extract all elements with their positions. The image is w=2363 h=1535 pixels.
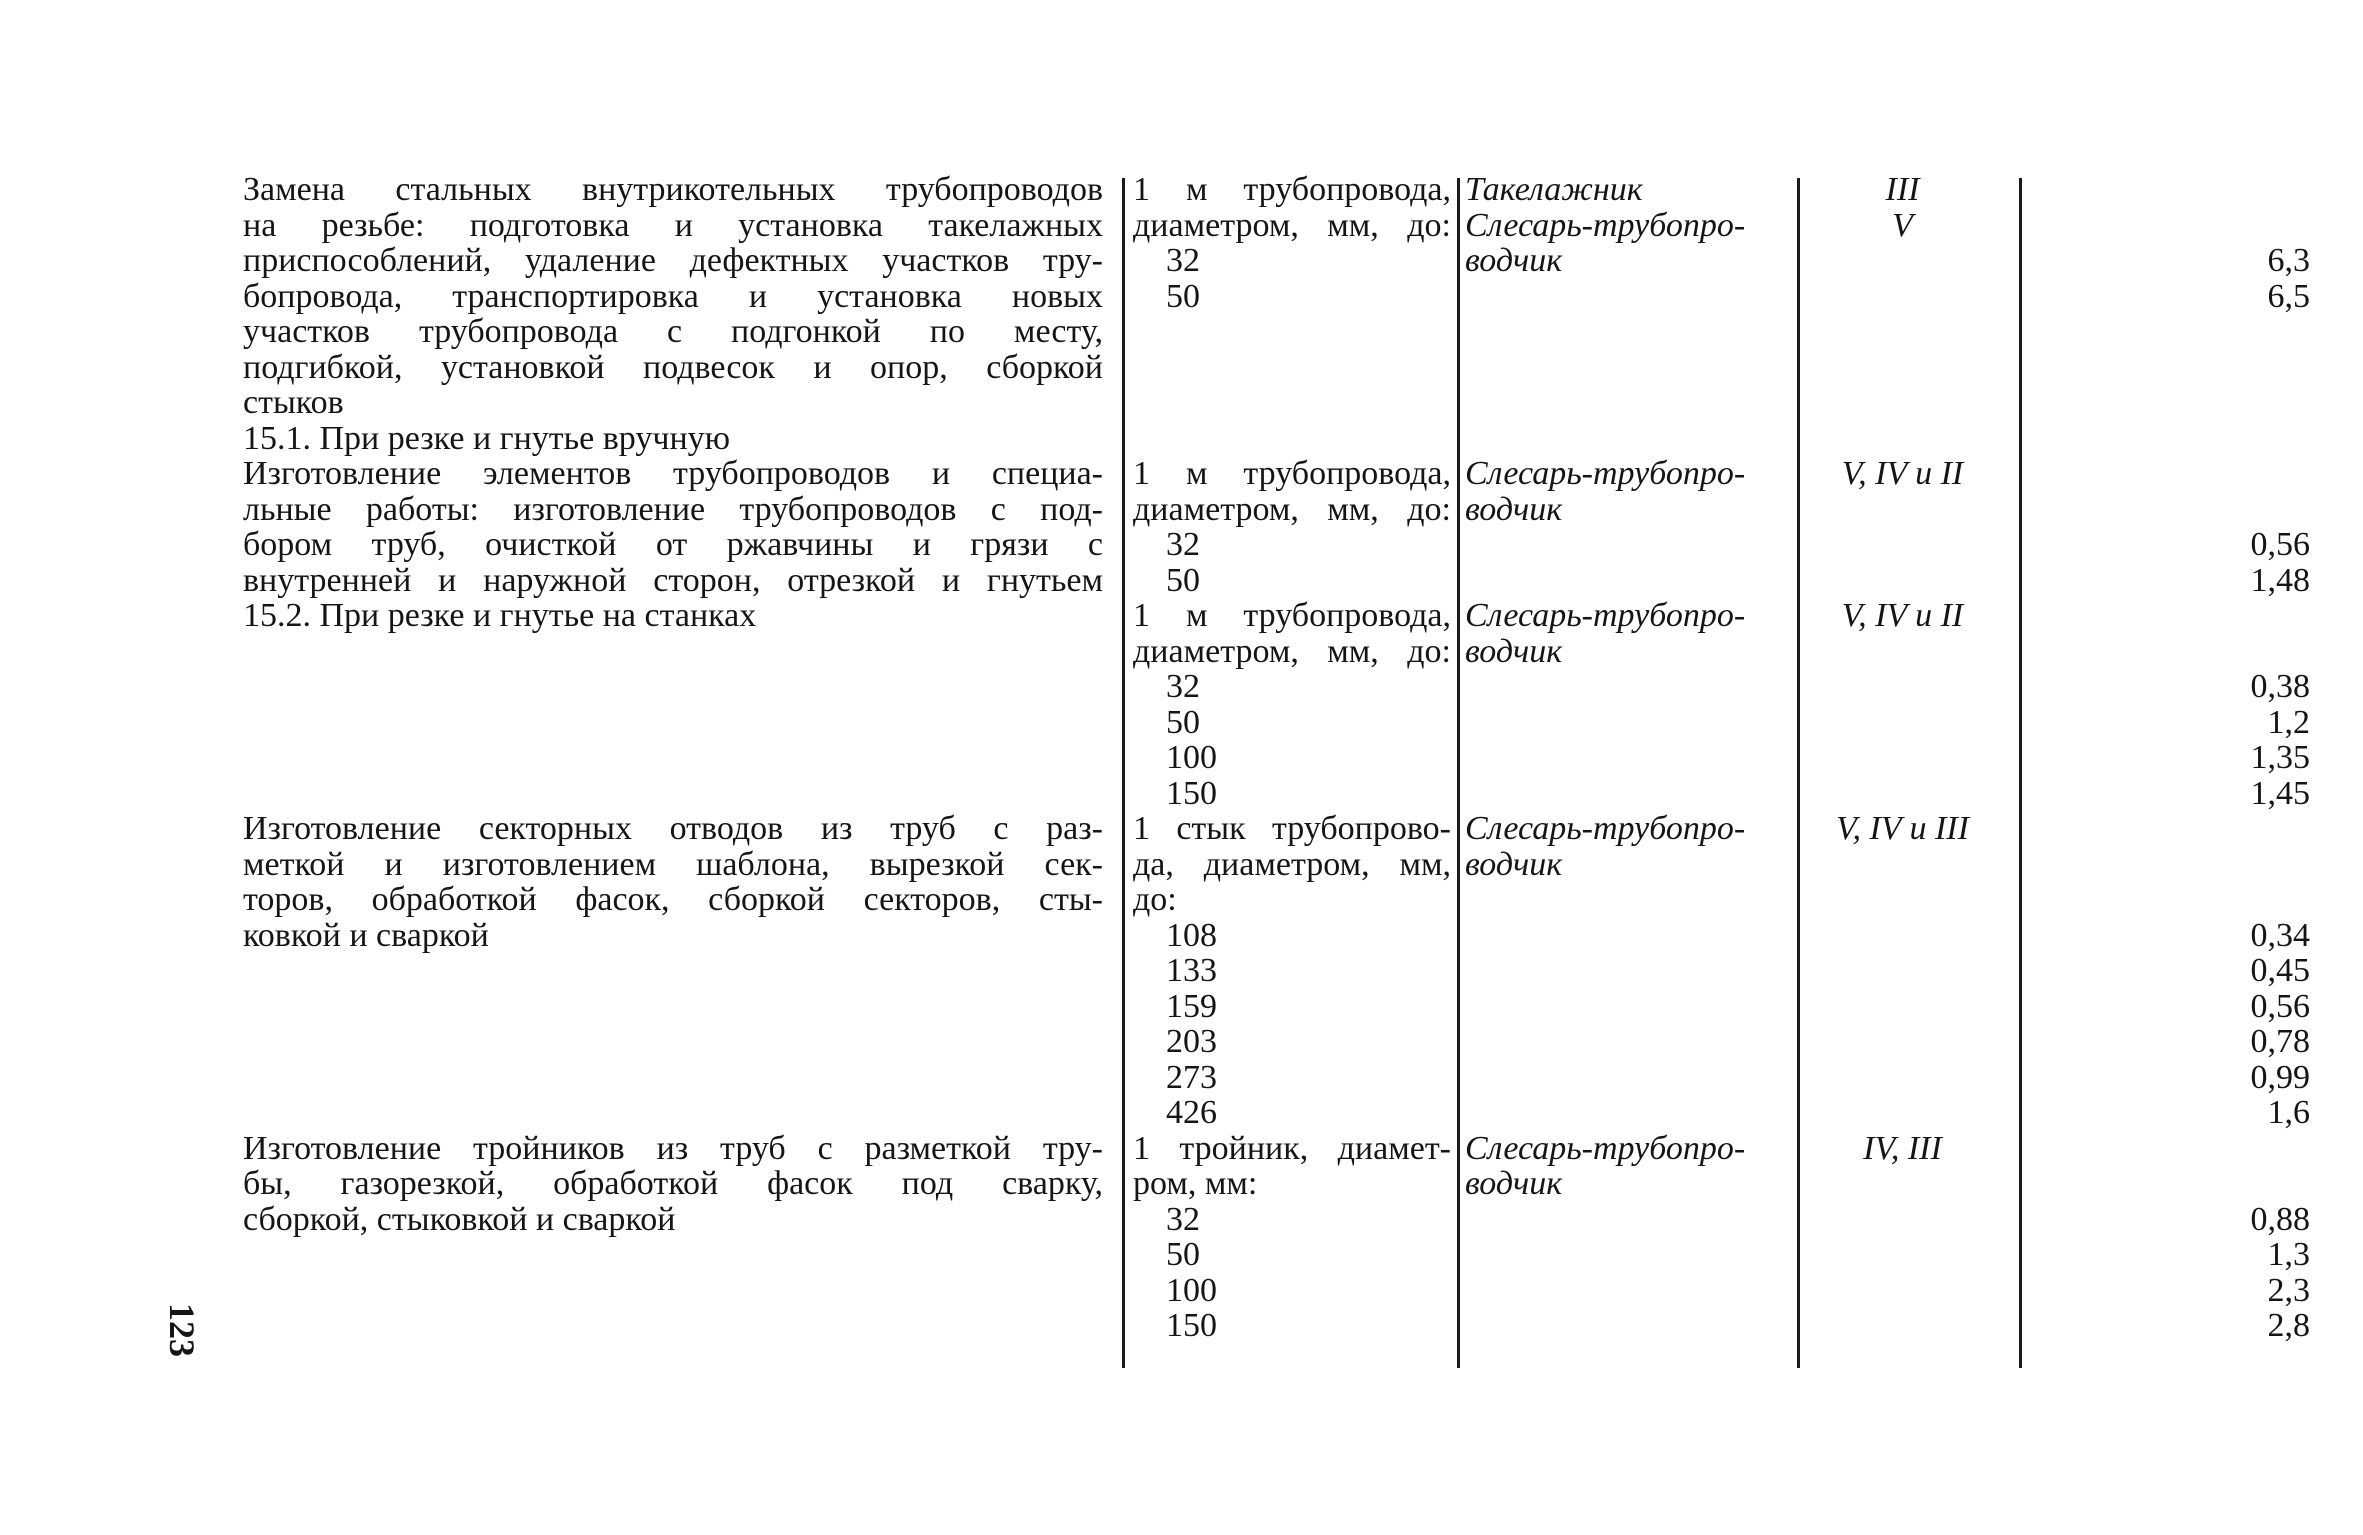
worker-cell [1465,1237,1795,1273]
rate-cell: 2,8 [2267,1307,2310,1344]
worker-cell [1465,740,1795,776]
grade-cell [1795,563,2010,599]
grade-cell [1795,492,2010,528]
desc-cell [243,1308,1103,1344]
worker-cell [1465,385,1795,421]
unit-cell: ром, мм: [1133,1165,1258,1202]
grade-cell [1795,669,2010,705]
grade-cell [1795,776,2010,812]
desc-cell: стыков [243,384,344,421]
unit-cell: 426 [1166,1094,1217,1131]
table-row [0,172,2363,208]
table-row [0,314,2363,350]
grade-cell [1795,847,2010,883]
grade-cell [1795,989,2010,1025]
rate-cell: 1,45 [2250,774,2310,812]
unit-cell [1133,385,1453,421]
worker-cell [1465,1024,1795,1060]
grade-cell [1795,527,2010,563]
desc-cell: бы, газорезкой, обработкой фасок под сварку, [243,1165,1103,1202]
table-row [0,953,2363,989]
grade-cell: V, IV и II [1841,455,1964,492]
rate-cell [2040,1131,2310,1167]
rate-cell: 0,34 [2250,916,2310,954]
desc-cell: внутренней и наружной сторон, отрезкой и гнутьем [243,561,1103,599]
grade-cell: V [1892,206,1913,244]
table-row [0,527,2363,563]
grade-cell [1795,705,2010,741]
grade-cell [1795,1273,2010,1309]
rate-cell [2040,208,2310,244]
rate-cell: 1,3 [2267,1236,2310,1273]
worker-cell: водчик [1465,632,1563,670]
table-row [0,385,2363,421]
worker-cell [1465,705,1795,741]
worker-cell [1465,279,1795,315]
table-row [0,669,2363,705]
worker-cell [1465,918,1795,954]
grade-cell [1795,1202,2010,1238]
desc-cell [243,705,1103,741]
rate-cell: 6,3 [2267,242,2310,279]
worker-cell [1465,669,1795,705]
desc-cell [243,1060,1103,1096]
unit-cell: 1 м трубопровода, [1133,171,1451,208]
desc-cell: на резьбе: подготовка и установка такелажных [243,206,1103,244]
table-row [0,847,2363,883]
unit-cell: 100 [1166,1271,1217,1309]
worker-cell [1465,1095,1795,1131]
rate-cell [2040,1166,2310,1202]
desc-cell [243,1273,1103,1309]
table-row [0,1308,2363,1344]
worker-cell [1465,421,1795,457]
grade-cell [1795,421,2010,457]
table-row [0,1095,2363,1131]
table-row [0,776,2363,812]
grade-cell [1795,385,2010,421]
grade-cell [1795,1308,2010,1344]
worker-cell: Слесарь-трубопро- [1465,206,1746,244]
grade-cell [1795,350,2010,386]
worker-cell [1465,953,1795,989]
desc-cell: сборкой, стыковкой и сваркой [243,1200,676,1238]
desc-cell: меткой и изготовлением шаблона, вырезкой сек- [243,845,1103,883]
grade-cell [1795,314,2010,350]
rate-cell: 0,56 [2250,526,2310,563]
unit-cell: диаметром, мм, до: [1133,490,1451,528]
desc-cell: Изготовление секторных отводов из труб с раз- [243,810,1103,847]
desc-cell: льные работы: изготовление трубопроводов с под- [243,490,1103,528]
table-row [0,456,2363,492]
unit-cell: 50 [1166,277,1200,315]
worker-cell [1465,527,1795,563]
table-row [0,918,2363,954]
rate-cell [2040,811,2310,847]
rate-cell: 1,48 [2250,561,2310,599]
worker-cell [1465,563,1795,599]
worker-cell: Слесарь-трубопро- [1465,1129,1746,1167]
unit-cell: 1 тройник, диамет- [1133,1129,1451,1167]
unit-cell: 203 [1166,1023,1217,1060]
desc-cell: приспособлений, удаление дефектных участков тру- [243,242,1103,279]
desc-cell: 15.2. При резке и гнутье на станках [243,597,757,634]
desc-cell: бопровода, транспортировка и установка новых [243,277,1103,315]
worker-cell: водчик [1465,845,1563,883]
grade-cell [1795,740,2010,776]
worker-cell [1465,1308,1795,1344]
rate-cell [2040,456,2310,492]
desc-cell: торов, обработкой фасок, сборкой секторов, сты- [243,881,1103,918]
rate-cell: 2,3 [2267,1271,2310,1309]
grade-cell [1795,1060,2010,1096]
unit-cell: 50 [1166,1236,1200,1273]
table-row [0,492,2363,528]
grade-cell: V, IV и II [1841,597,1964,634]
rate-cell [2040,492,2310,528]
worker-cell [1465,314,1795,350]
unit-cell: 159 [1166,987,1217,1025]
rate-cell [2040,172,2310,208]
worker-cell [1465,776,1795,812]
rate-cell [2040,634,2310,670]
grade-cell [1795,882,2010,918]
grade-cell: IV, III [1863,1129,1942,1167]
table-row [0,208,2363,244]
desc-cell [243,1024,1103,1060]
rate-cell: 0,38 [2250,668,2310,705]
rate-cell: 1,35 [2250,739,2310,776]
unit-cell: 1 м трубопровода, [1133,597,1451,634]
table-row [0,350,2363,386]
worker-cell [1465,989,1795,1025]
unit-cell [1133,314,1453,350]
table-row [0,279,2363,315]
grade-cell [1795,634,2010,670]
desc-cell: Изготовление элементов трубопроводов и специа- [243,455,1103,492]
unit-cell: 100 [1166,739,1217,776]
table-row [0,811,2363,847]
worker-cell [1465,1202,1795,1238]
unit-cell: диаметром, мм, до: [1133,206,1451,244]
worker-cell [1465,350,1795,386]
worker-cell: Слесарь-трубопро- [1465,597,1746,634]
desc-cell [243,1095,1103,1131]
table-row [0,740,2363,776]
grade-cell [1795,918,2010,954]
worker-cell [1465,1273,1795,1309]
desc-cell: Замена стальных внутрикотельных трубопроводов [243,171,1103,208]
table-row [0,1060,2363,1096]
desc-cell: Изготовление тройников из труб с разметкой тру- [243,1129,1103,1167]
rate-cell [2040,882,2310,918]
rate-cell: 0,56 [2250,987,2310,1025]
unit-cell: 1 стык трубопрово- [1133,810,1451,847]
worker-cell: Такелажник [1465,171,1643,208]
desc-cell [243,740,1103,776]
unit-cell: да, диаметром, мм, [1133,845,1451,883]
desc-cell: подгибкой, установкой подвесок и опор, сборкой [243,348,1103,386]
unit-cell: 32 [1166,1200,1200,1238]
grade-cell [1795,1237,2010,1273]
desc-cell: 15.1. При резке и гнутье вручную [243,419,731,457]
unit-cell: до: [1133,881,1177,918]
rate-cell: 0,78 [2250,1023,2310,1060]
desc-cell [243,634,1103,670]
unit-cell [1133,350,1453,386]
desc-cell: бором труб, очисткой от ржавчины и грязи с [243,526,1103,563]
grade-cell [1795,953,2010,989]
worker-cell: Слесарь-трубопро- [1465,810,1746,847]
rate-cell [2040,350,2310,386]
unit-cell: 50 [1166,703,1200,741]
table-row [0,598,2363,634]
table-row [0,563,2363,599]
unit-cell: 133 [1166,952,1217,989]
unit-cell: 273 [1166,1058,1217,1096]
rate-cell: 1,2 [2267,703,2310,741]
table-row [0,634,2363,670]
unit-cell: 1 м трубопровода, [1133,455,1451,492]
grade-cell [1795,279,2010,315]
grade-cell [1795,1095,2010,1131]
worker-cell: водчик [1465,242,1563,279]
grade-cell: V, IV и III [1836,810,1969,847]
rate-cell [2040,847,2310,883]
desc-cell [243,1237,1103,1273]
unit-cell: 108 [1166,916,1217,954]
grade-cell [1795,1024,2010,1060]
worker-cell [1465,1060,1795,1096]
grade-cell [1795,243,2010,279]
rate-cell [2040,385,2310,421]
grade-cell [1795,1166,2010,1202]
rate-cell: 1,6 [2267,1094,2310,1131]
unit-cell: диаметром, мм, до: [1133,632,1451,670]
table-row [0,1131,2363,1167]
table-row [0,421,2363,457]
worker-cell: водчик [1465,490,1563,528]
desc-cell [243,669,1103,705]
table-row [0,1166,2363,1202]
rate-cell [2040,421,2310,457]
desc-cell: участков трубопровода с подгонкой по месту, [243,313,1103,350]
rate-cell: 0,99 [2250,1058,2310,1096]
desc-cell [243,776,1103,812]
table-row [0,1202,2363,1238]
rate-cell [2040,598,2310,634]
unit-cell: 32 [1166,668,1200,705]
rate-cell: 6,5 [2267,277,2310,315]
table-row [0,1024,2363,1060]
rate-cell: 0,88 [2250,1200,2310,1238]
rate-cell: 0,45 [2250,952,2310,989]
unit-cell: 32 [1166,242,1200,279]
table-row [0,705,2363,741]
worker-cell: Слесарь-трубопро- [1465,455,1746,492]
page-number: 123 [162,1303,202,1357]
table-row [0,882,2363,918]
table-row [0,1237,2363,1273]
grade-cell: III [1885,171,1920,208]
table-row [0,1273,2363,1309]
worker-cell: водчик [1465,1165,1563,1202]
unit-cell: 32 [1166,526,1200,563]
unit-cell: 150 [1166,774,1217,812]
unit-cell: 50 [1166,561,1200,599]
unit-cell: 150 [1166,1307,1217,1344]
rate-cell [2040,314,2310,350]
unit-cell [1133,421,1453,457]
worker-cell [1465,882,1795,918]
desc-cell [243,989,1103,1025]
table-row [0,243,2363,279]
desc-cell [243,953,1103,989]
table-row [0,989,2363,1025]
desc-cell: ковкой и сваркой [243,916,489,954]
